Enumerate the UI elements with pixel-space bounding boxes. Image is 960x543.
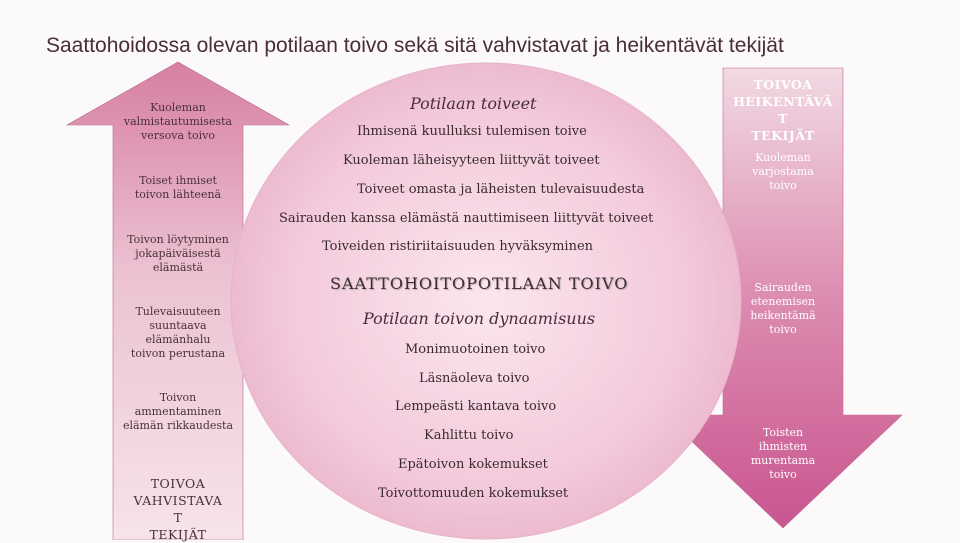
dynamics-item-2: Läsnäoleva toivo: [419, 371, 530, 386]
dynamics-item-5: Epätoivon kokemukset: [398, 457, 548, 472]
dynamics-item-1: Monimuotoinen toivo: [405, 342, 546, 357]
wish-item-1: Ihmisenä kuulluksi tulemisen toive: [357, 124, 587, 139]
left-item-2: Toivon löytyminen jokapäiväisestä elämästä: [127, 233, 229, 274]
right-heading: TOIVOA HEIKENTÄVÄ T TEKIJÄT: [733, 77, 833, 143]
wish-item-4: Sairauden kanssa elämästä nauttimiseen liittyvät toiveet: [279, 211, 654, 226]
right-item-1: Kuoleman varjostama toivo: [752, 151, 814, 192]
left-label-top: Kuoleman valmistautumisesta versova toivo: [123, 101, 233, 142]
section2-title: Potilaan toivon dynaamisuus: [363, 309, 596, 328]
wish-item-3: Toiveet omasta ja läheisten tulevaisuudesta: [357, 182, 645, 197]
center-title: SAATTOHOITOPOTILAAN TOIVO: [330, 274, 629, 293]
left-item-4: Toivon ammentaminen elämän rikkaudesta: [122, 391, 234, 432]
page-title: Saattohoidossa olevan potilaan toivo sekä sitä vahvistavat ja heikentävät tekijät: [46, 34, 784, 57]
left-item-3: Tulevaisuuteen suuntaava elämänhalu toivon perustana: [130, 305, 226, 360]
left-item-1: Toiset ihmiset toivon lähteenä: [134, 174, 222, 201]
right-item-3: Toisten ihmisten murentama toivo: [750, 426, 816, 481]
dynamics-item-3: Lempeästi kantava toivo: [395, 399, 557, 414]
wish-item-5: Toiveiden ristiriitaisuuden hyväksyminen: [322, 239, 594, 254]
dynamics-item-4: Kahlittu toivo: [424, 428, 514, 443]
dynamics-item-6: Toivottomuuden kokemukset: [378, 486, 569, 501]
left-heading: TOIVOA VAHVISTAVA T TEKIJÄT: [133, 476, 223, 542]
right-item-2: Sairauden etenemisen heikentämä toivo: [750, 281, 816, 336]
wish-item-2: Kuoleman läheisyyteen liittyvät toiveet: [343, 153, 600, 168]
section1-title: Potilaan toiveet: [410, 94, 537, 113]
